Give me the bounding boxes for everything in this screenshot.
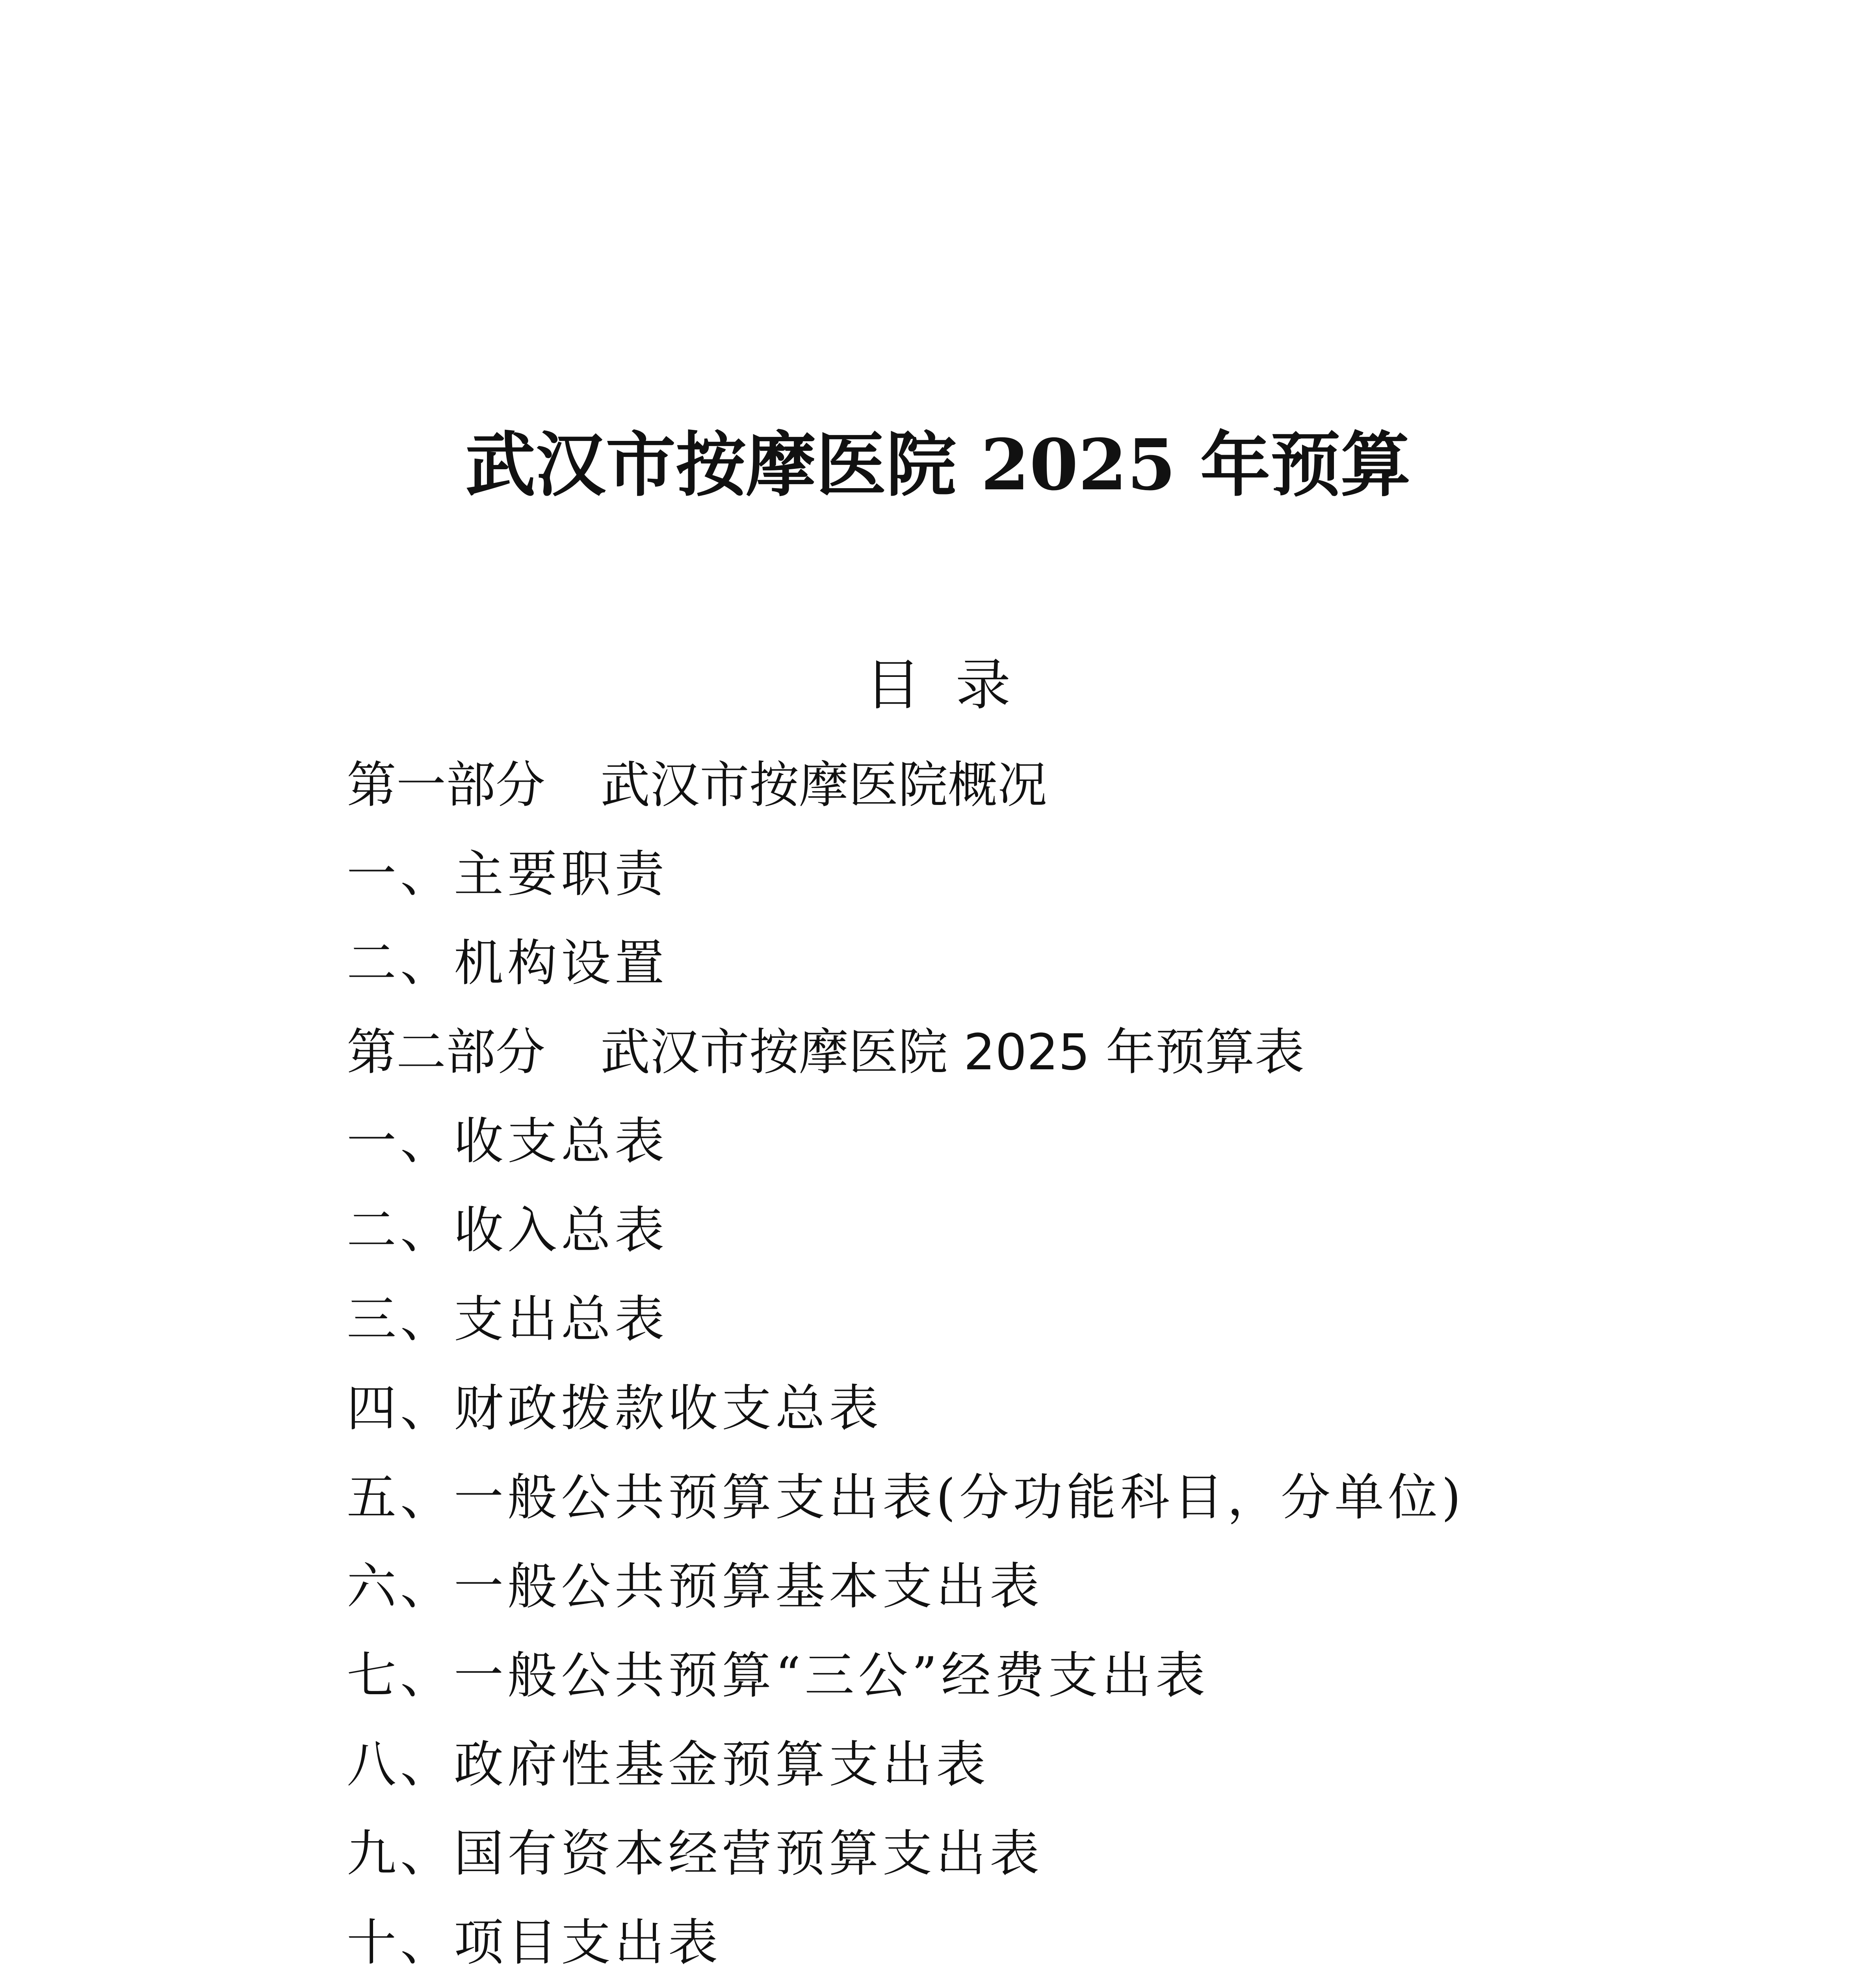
toc-item: 一、主要职责 [347, 845, 668, 903]
toc-heading: 目 录 [865, 653, 1011, 717]
toc-part-name: 武汉市按摩医院概况 [600, 756, 1047, 814]
toc-part-label: 第二部分 [347, 1023, 545, 1081]
toc-item: 三、支出总表 [347, 1290, 668, 1348]
toc-part-2 [347, 1008, 1694, 1097]
toc-item: 四、财政拨款收支总表 [347, 1379, 882, 1437]
toc-item: 七、一般公共预算“三公”经费支出表 [347, 1647, 1209, 1704]
toc-part-1 [347, 741, 1694, 830]
table-of-contents [347, 741, 1694, 1970]
toc-part-name: 武汉市按摩医院 2025 年预算表 [600, 1023, 1304, 1081]
document-title: 武汉市按摩医院 2025 年预算 [465, 424, 1411, 506]
toc-item: 八、政府性基金预算支出表 [347, 1736, 990, 1793]
toc-item: 二、机构设置 [347, 934, 668, 992]
toc-item: 五、一般公共预算支出表(分功能科目，分单位) [347, 1468, 1465, 1526]
toc-part-label: 第一部分 [347, 756, 545, 814]
toc-item: 十、项目支出表 [347, 1914, 722, 1970]
toc-item: 九、国有资本经营预算支出表 [347, 1825, 1043, 1883]
toc-item: 一、收支总表 [347, 1112, 668, 1170]
toc-item: 六、一般公共预算基本支出表 [347, 1557, 1043, 1615]
toc-item: 二、收入总表 [347, 1201, 668, 1259]
